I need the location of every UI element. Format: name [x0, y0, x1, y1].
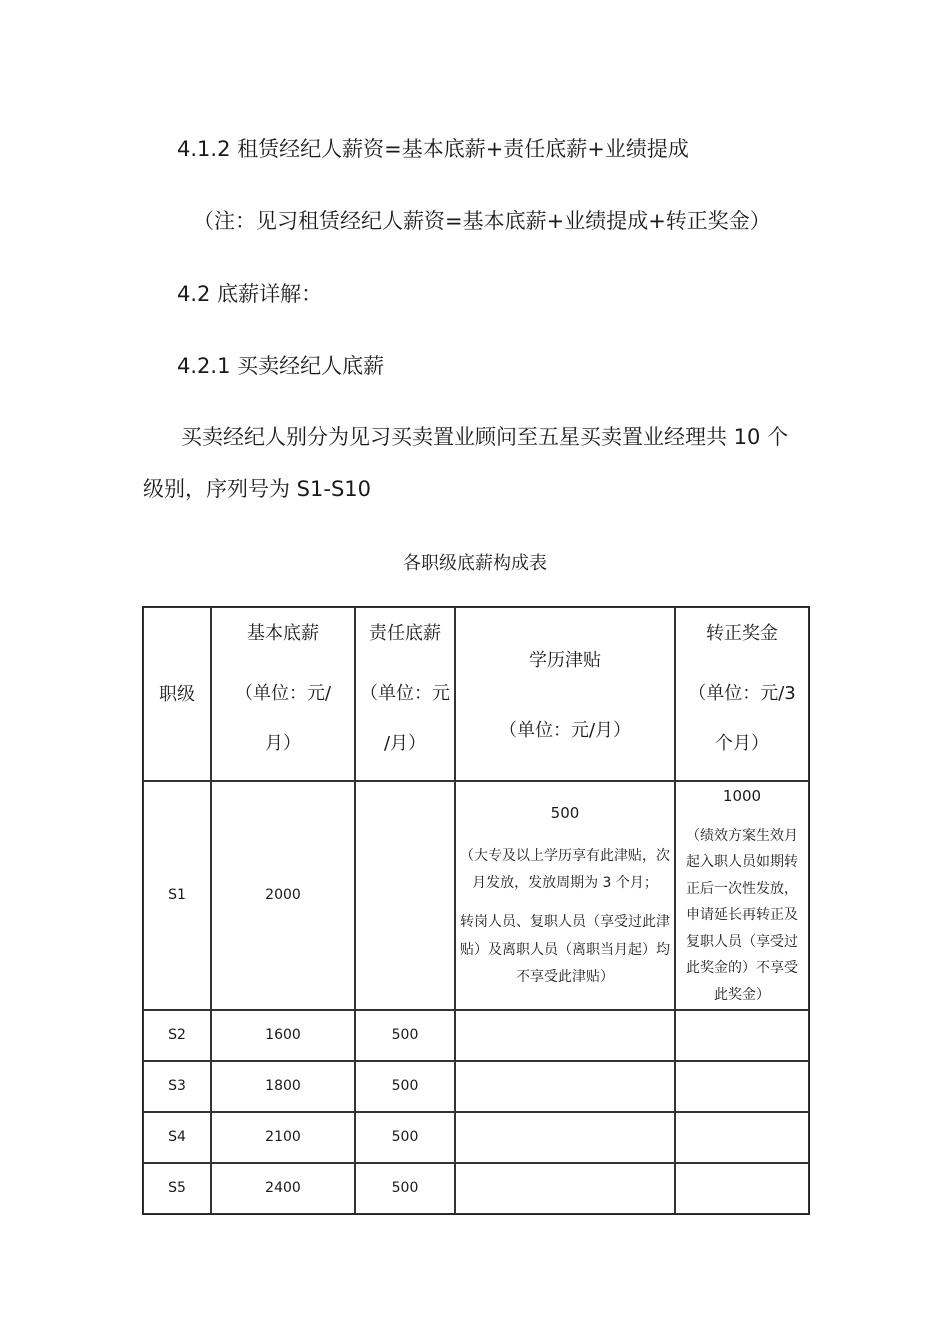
row-base-salary: 2400	[211, 1163, 355, 1214]
row-level: S4	[143, 1112, 211, 1163]
row-education-allowance	[455, 1010, 675, 1061]
bonus-note-line: 申请延长再转正及	[686, 907, 798, 924]
row-base-salary: 2100	[211, 1112, 355, 1163]
row-regularization-bonus	[675, 1112, 809, 1163]
table-row	[143, 1061, 809, 1112]
edu-note-line: 贴）及离职人员（离职当月起）均	[460, 941, 670, 958]
row-education-allowance	[455, 781, 675, 1010]
row-responsibility-salary: 500	[355, 1061, 455, 1112]
bonus-amount: 1000	[722, 787, 762, 805]
bonus-note-line: 复职人员（享受过	[686, 933, 798, 950]
note-paragraph: （注：见习租赁经纪人薪资=基本底薪+业绩提成+转正奖金）	[193, 209, 771, 233]
row-responsibility-salary: 500	[355, 1010, 455, 1061]
header-responsibility-salary	[355, 607, 455, 781]
section-heading-4-2-1: 4.2.1 买卖经纪人底薪	[177, 354, 385, 378]
header-resp-unit-line-1: （单位：元	[360, 682, 450, 704]
row-regularization-bonus	[675, 1010, 809, 1061]
header-education-allowance	[455, 607, 675, 781]
header-level	[143, 607, 211, 781]
section-heading-4-2: 4.2 底薪详解：	[177, 282, 323, 306]
row-education-allowance	[455, 1112, 675, 1163]
header-base-unit-line-1: （单位：元/	[234, 682, 332, 704]
body-paragraph-line-1: 买卖经纪人别分为见习买卖置业顾问至五星买卖置业经理共 10 个	[181, 425, 789, 449]
salary-table	[142, 606, 810, 1215]
bonus-note-line: 正后一次性发放，	[686, 880, 798, 897]
header-base-unit	[212, 669, 354, 769]
header-base-salary	[211, 607, 355, 781]
row-level: S2	[143, 1010, 211, 1061]
header-bonus-unit	[676, 669, 808, 769]
row-base-salary: 1600	[211, 1010, 355, 1061]
edu-note-line: 不享受此津贴）	[516, 968, 614, 985]
body-paragraph-line-2: 级别，序列号为 S1-S10	[143, 477, 371, 501]
section-heading-4-1-2: 4.1.2 租赁经纪人薪资=基本底薪+责任底薪+业绩提成	[177, 137, 689, 161]
bonus-note-line: 此奖金）	[714, 987, 770, 1004]
header-resp-unit	[356, 669, 454, 769]
row-level: S5	[143, 1163, 211, 1214]
edu-note-line: 转岗人员、复职人员（享受过此津	[460, 914, 670, 931]
bonus-note-line: 此奖金的）不享受	[686, 960, 798, 977]
table-header-row	[143, 607, 809, 781]
edu-note-line: （大专及以上学历享有此津贴，次	[460, 847, 670, 864]
header-resp-title: 责任底薪	[369, 622, 441, 644]
bonus-note-line: 起入职人员如期转	[686, 854, 798, 871]
row-responsibility-salary: 500	[355, 1112, 455, 1163]
header-base-unit-line-2: 月）	[265, 732, 301, 754]
table-caption: 各职级底薪构成表	[403, 553, 547, 574]
table-row	[143, 1163, 809, 1214]
row-responsibility-salary: 500	[355, 1163, 455, 1214]
row-regularization-bonus	[675, 781, 809, 1010]
row-regularization-bonus	[675, 1163, 809, 1214]
table-row	[143, 1010, 809, 1061]
header-bonus-title: 转正奖金	[706, 622, 778, 644]
row-education-allowance	[455, 1163, 675, 1214]
edu-note-spacer	[459, 897, 671, 909]
row-responsibility-salary	[355, 781, 455, 1010]
header-bonus-unit-line-2: 个月）	[715, 732, 769, 754]
header-base-title: 基本底薪	[247, 622, 319, 644]
header-regularization-bonus	[675, 607, 809, 781]
header-edu-unit: （单位：元/月）	[498, 719, 632, 741]
table-row	[143, 1112, 809, 1163]
bonus-note-line: （绩效方案生效月	[686, 827, 798, 844]
row-regularization-bonus	[675, 1061, 809, 1112]
row-level: S3	[143, 1061, 211, 1112]
header-resp-unit-line-2: /月）	[383, 732, 427, 754]
row-education-allowance	[455, 1061, 675, 1112]
edu-note-line: 月发放，发放周期为 3 个月；	[472, 875, 658, 891]
header-level-label: 职级	[159, 683, 195, 705]
edu-allowance-amount: 500	[550, 804, 580, 823]
header-edu-title: 学历津贴	[529, 649, 601, 671]
row-base-salary: 2000	[211, 781, 355, 1010]
row-level: S1	[143, 781, 211, 1010]
table-row	[143, 781, 809, 1010]
row-base-salary: 1800	[211, 1061, 355, 1112]
header-bonus-unit-line-1: （单位：元/3	[688, 682, 796, 704]
